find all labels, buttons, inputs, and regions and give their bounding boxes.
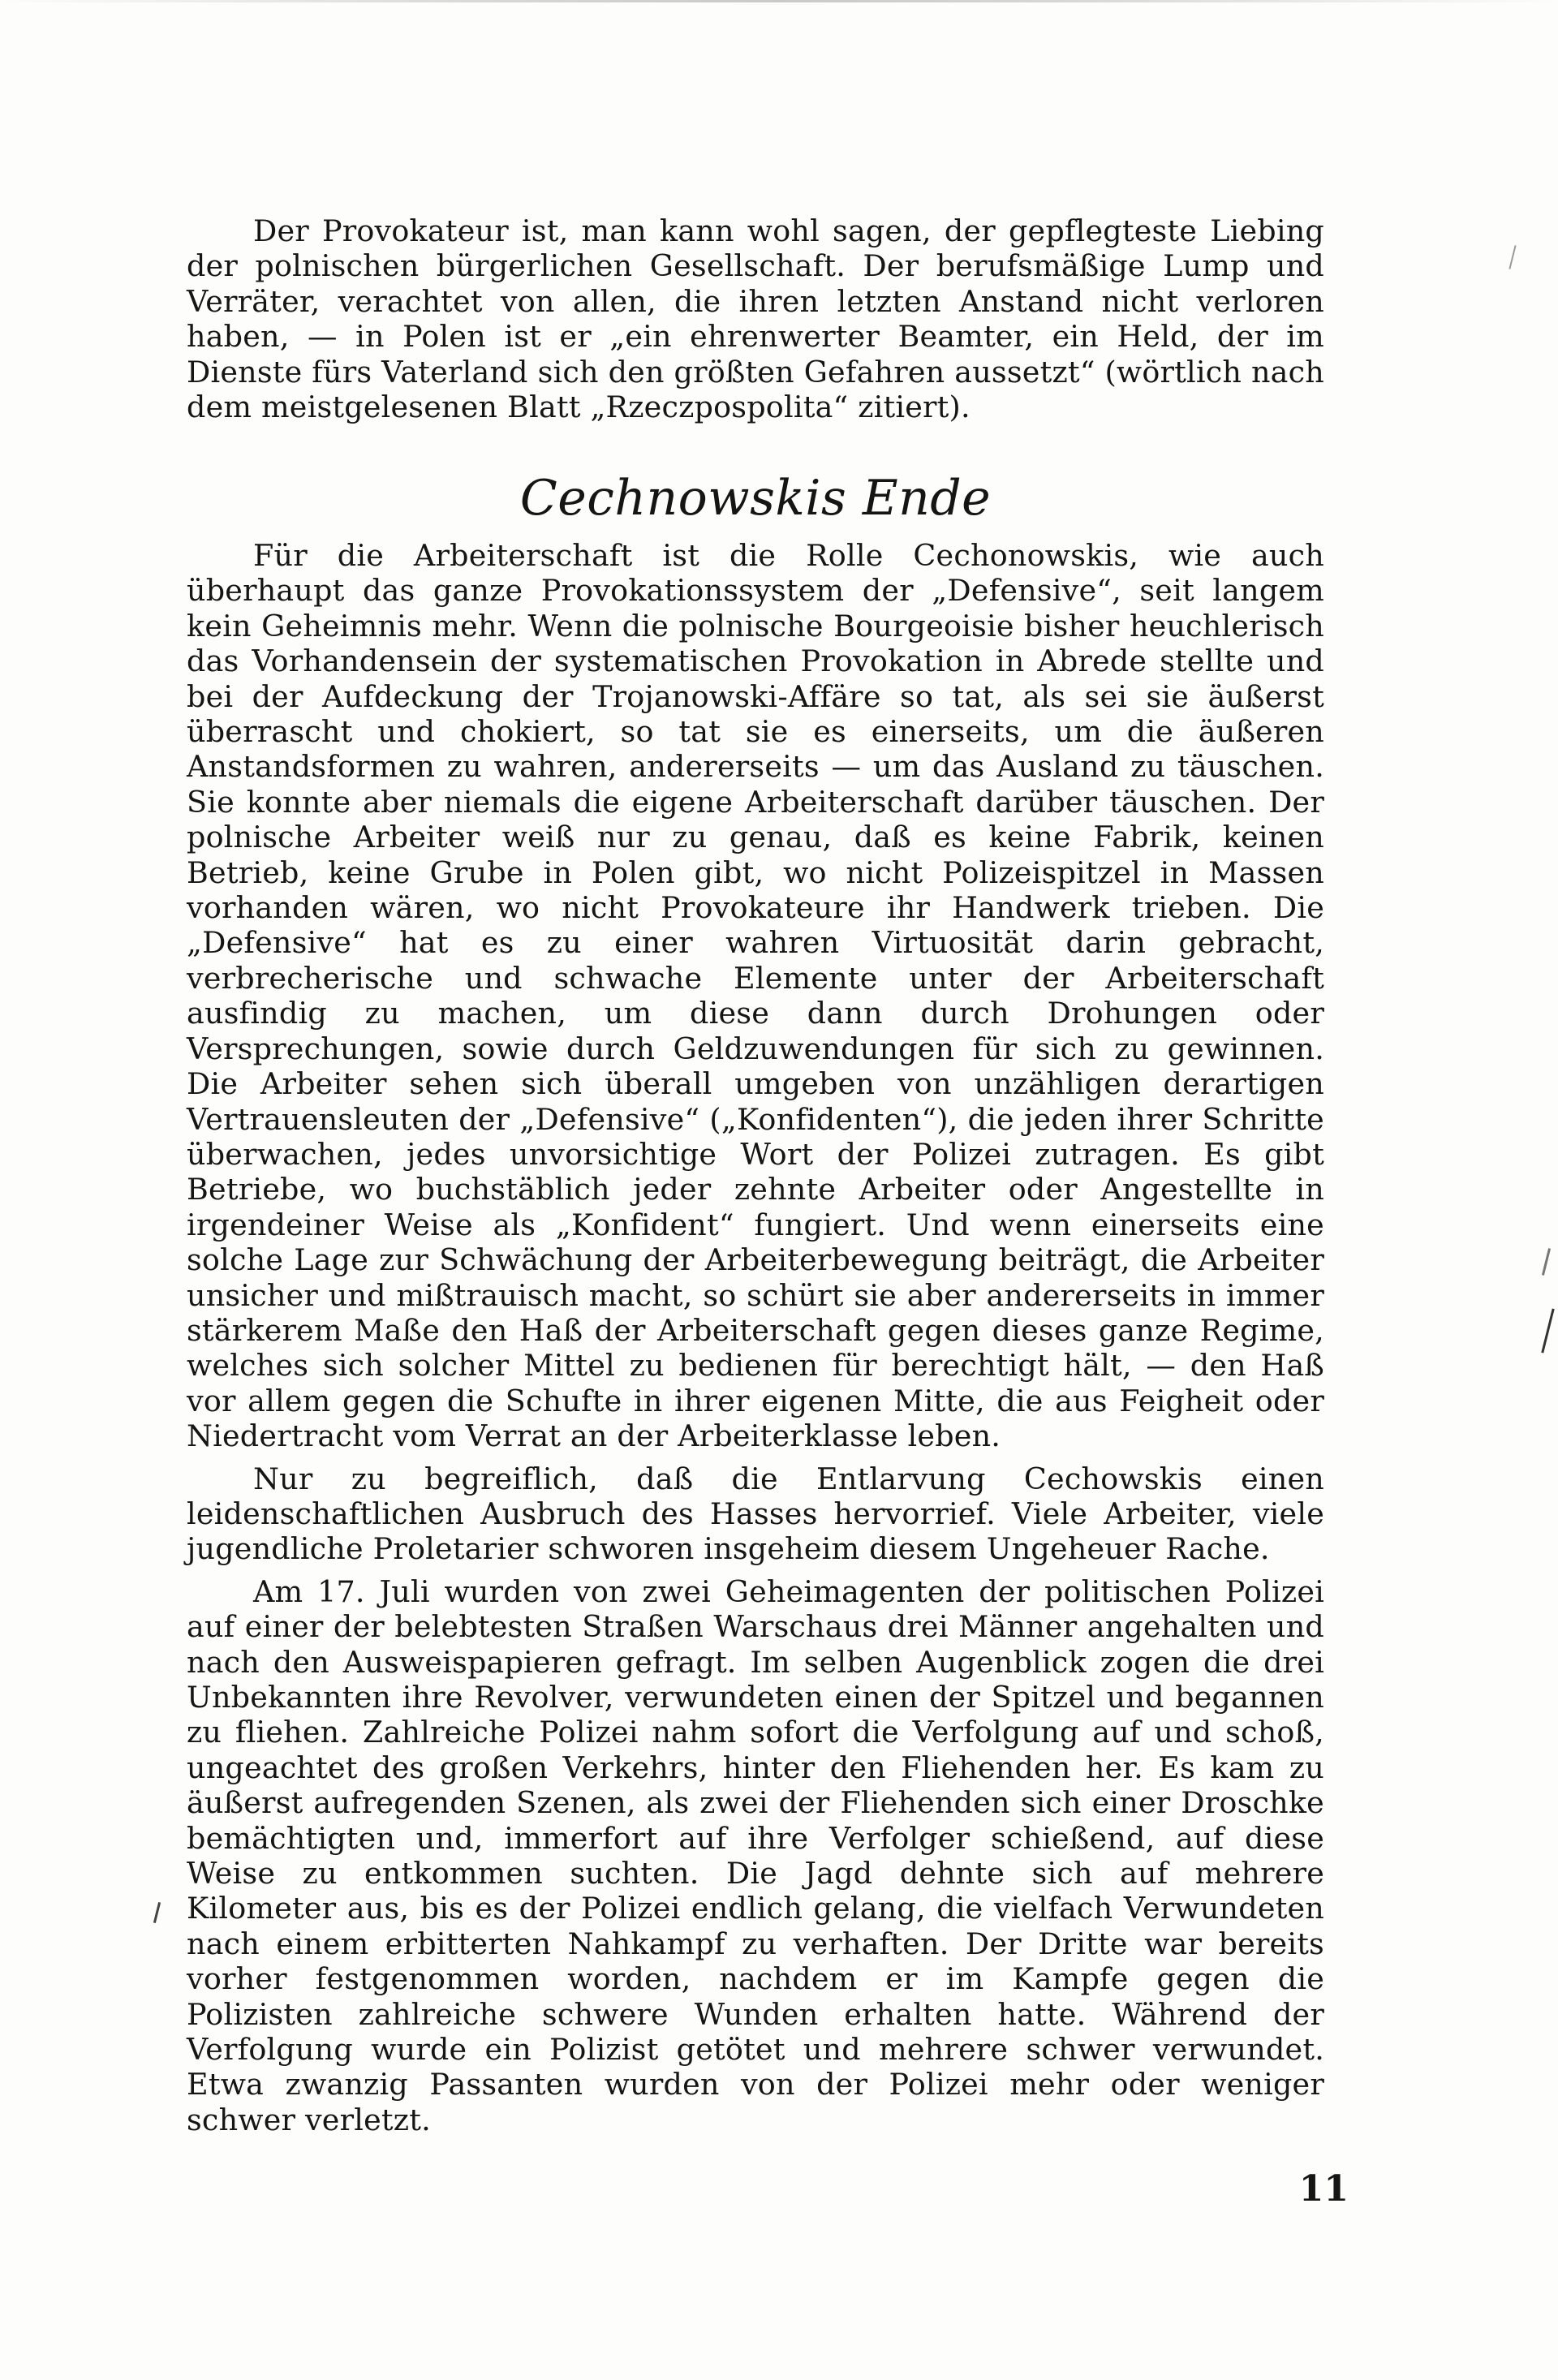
margin-pencil-mark: [1509, 245, 1516, 269]
main-text-block: [187, 538, 1324, 2137]
paragraph: Nur zu begreiflich, daß die Entlarvung Cechowskis einen leidenschaftlichen Ausbruch des Hasses hervorrief. Viele Arbeiter, viele jugendliche Proletarier schworen insgeheim diesem Ungeheuer Rache.: [187, 1461, 1324, 1567]
margin-pencil-mark: [153, 1902, 161, 1923]
intro-text-block: [187, 213, 1324, 424]
paragraph: Am 17. Juli wurden von zwei Geheimagenten der politischen Polizei auf einer der belebtesten Straßen Warschaus drei Männer angehalten und nach den Ausweispapieren gefragt. Im selben Augenblick zogen die drei Unbekannten ihre Revolver, verwundeten einen der Spitzel und begannen zu fliehen. Zahlreiche Polizei nahm sofort die Verfolgung auf und schoß, ungeachtet des großen Verkehrs, hinter den Fliehenden her. Es kam zu äußerst aufregenden Szenen, als zwei der Fliehenden sich einer Droschke bemächtigten und, immerfort auf ihre Verfolger schießend, auf diese Weise zu entkommen suchten. Die Jagd dehnte sich auf mehrere Kilometer aus, bis es der Polizei endlich gelang, die vielfach Verwundeten nach einem erbitterten Nahkampf zu verhaften. Der Dritte war bereits vorher festgenommen worden, nachdem er im Kampfe gegen die Polizisten zahlreiche schwere Wunden erhalten hatte. Während der Verfolgung wurde ein Polizist getötet und mehrere schwer verwundet. Etwa zwanzig Passanten wurden von der Polizei mehr oder weniger schwer verletzt.: [187, 1573, 1324, 2137]
page-number: 11: [1298, 2168, 1349, 2210]
margin-pencil-mark: [1541, 1308, 1554, 1353]
margin-pencil-mark: [1542, 1248, 1551, 1276]
section-heading: Cechnowskis Ende: [519, 470, 992, 527]
paragraph: Der Provokateur ist, man kann wohl sagen, der gepflegteste Liebing der polnischen bürgerlichen Gesellschaft. Der berufsmäßige Lump und Verräter, verachtet von allen, die ihren letzten Anstand nicht verloren haben, — in Polen ist er „ein ehrenwerter Beamter, ein Held, der im Dienste fürs Vaterland sich den größten Gefahren aussetzt“ (wörtlich nach dem meistgelesenen Blatt „Rzeczpospolita“ zitiert).: [187, 213, 1324, 425]
top-edge-rule: [0, 0, 1558, 2]
paragraph: Für die Arbeiterschaft ist die Rolle Cechonowskis, wie auch überhaupt das ganze Provokationssystem der „Defensive“, seit langem kein Geheimnis mehr. Wenn die polnische Bourgeoisie bisher heuchlerisch das Vorhandensein der systematischen Provokation in Abrede stellte und bei der Aufdeckung der Trojanowski-Affäre so tat, als sei sie äußerst überrascht und chokiert, so tat sie es einerseits, um die äußeren Anstandsformen zu wahren, andererseits — um das Ausland zu täuschen. Sie konnte aber niemals die eigene Arbeiterschaft darüber täuschen. Der polnische Arbeiter weiß nur zu genau, daß es keine Fabrik, keinen Betrieb, keine Grube in Polen gibt, wo nicht Polizeispitzel in Massen vorhanden wären, wo nicht Provokateure ihr Handwerk trieben. Die „Defensive“ hat es zu einer wahren Virtuosität darin gebracht, verbrecherische und schwache Elemente unter der Arbeiterschaft ausfindig zu machen, um diese dann durch Drohungen oder Versprechungen, sowie durch Geldzuwendungen für sich zu gewinnen. Die Arbeiter sehen sich überall umgeben von unzähligen derartigen Vertrauensleuten der „Defensive“ („Konfidenten“), die jeden ihrer Schritte überwachen, jedes unvorsichtige Wort der Polizei zutragen. Es gibt Betriebe, wo buchstäblich jeder zehnte Arbeiter oder Angestellte in irgendeiner Weise als „Konfident“ fungiert. Und wenn einerseits eine solche Lage zur Schwächung der Arbeiterbewegung beiträgt, die Arbeiter unsicher und mißtrauisch macht, so schürt sie aber andererseits in immer stärkerem Maße den Haß der Arbeiterschaft gegen dieses ganze Regime, welches sich solcher Mittel zu bedienen für berechtigt hält, — den Haß vor allem gegen die Schufte in ihrer eigenen Mitte, die aus Feigheit oder Niedertracht vom Verrat an der Arbeiterklasse leben.: [187, 538, 1324, 1454]
